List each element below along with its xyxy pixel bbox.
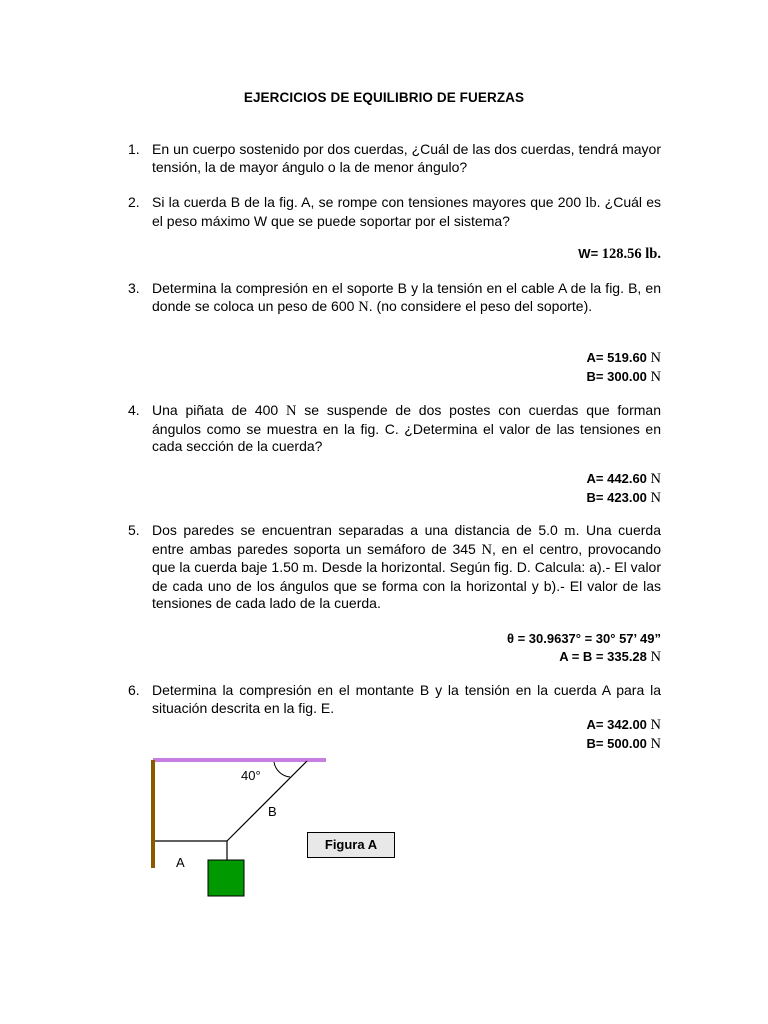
- text-segment: Si la cuerda B de la fig. A, se rompe con tensiones mayores que 200: [152, 194, 586, 210]
- text-segment: , en el centro, provocando que la cuerda baje 1.50: [152, 540, 661, 575]
- angle-label: 40°: [241, 768, 261, 783]
- unit-text: N: [650, 489, 661, 506]
- figure-caption: Figura A: [307, 832, 395, 858]
- wall-post: [151, 760, 155, 868]
- unit-text: N: [650, 350, 661, 366]
- text-segment: Determina la compresión en el montante B y la tensión en la cuerda A para la situación descrita en la fig. E.: [152, 682, 661, 716]
- unit-text: lb: [585, 195, 597, 211]
- rope-a-label: A: [176, 855, 185, 870]
- question-number: 4.: [128, 402, 140, 418]
- text-segment: A= 442.60: [586, 471, 651, 486]
- text-segment: . ¿Cuál es el peso máximo W que se puede soportar por el sistema?: [152, 194, 661, 229]
- unit-text: N: [650, 648, 661, 665]
- text-segment: A= 342.00: [586, 717, 651, 732]
- rope-b-label: B: [268, 804, 277, 819]
- question-number: 2.: [128, 194, 140, 210]
- unit-text: N: [650, 717, 661, 733]
- unit-text: N: [650, 471, 661, 487]
- text-segment: A = B = 335.28: [559, 648, 651, 664]
- text-segment: . (no considere el peso del soporte).: [368, 297, 593, 314]
- question-number: 6.: [128, 682, 140, 698]
- text-segment: Una piñata de 400: [152, 402, 286, 418]
- unit-text: N: [358, 298, 369, 315]
- unit-text: N: [481, 541, 492, 558]
- text-segment: A= 519.60: [586, 350, 651, 365]
- unit-text: N: [650, 735, 661, 752]
- text-segment: B= 300.00: [586, 368, 651, 384]
- text-segment: B= 500.00: [586, 735, 651, 751]
- rope-b-line: [227, 761, 307, 841]
- page-title: EJERCICIOS DE EQUILIBRIO DE FUERZAS: [243, 90, 525, 105]
- ceiling-beam: [153, 758, 326, 762]
- unit-text: N: [650, 368, 661, 385]
- unit-text: m: [564, 523, 576, 539]
- unit-text: N: [286, 403, 297, 419]
- text-segment: B= 423.00: [586, 489, 651, 505]
- text-segment: En un cuerpo sostenido por dos cuerdas, ¿Cuál de las dos cuerdas, tendrá mayor tensión, la de mayor ángulo o la de menor ángulo?: [152, 141, 661, 175]
- text-segment: . Una cuerda entre ambas paredes soporta un semáforo de 345: [152, 522, 661, 557]
- text-segment: θ = 30.9637° = 30° 57’ 49”: [506, 631, 661, 646]
- unit-text: m: [302, 560, 314, 576]
- text-segment: . Desde la horizontal. Según fig. D. Calcula: a).- El valor de cada uno de los ángulos que se forma con la horizontal y b).- El valor de las tensiones de cada lado de la cuerda.: [152, 559, 661, 611]
- question-number: 5.: [128, 522, 140, 538]
- text-segment: W=: [578, 246, 602, 261]
- text-segment: Determina la compresión en el soporte B y la tensión en el cable A de la fig. B, en donde se coloca un peso de 600: [152, 280, 661, 314]
- text-segment: Dos paredes se encuentran separadas a una distancia de 5.0: [152, 522, 565, 538]
- question-number: 1.: [128, 141, 140, 157]
- text-segment: se suspende de dos postes con cuerdas que forman ángulos como se muestra en la fig. C. ¿Determina el valor de las tensiones en cada sección de la cuerda?: [152, 402, 661, 454]
- unit-text: 128.56 lb.: [601, 246, 661, 262]
- question-number: 3.: [128, 280, 140, 296]
- angle-arc: [274, 762, 290, 777]
- hanging-weight: [208, 860, 244, 896]
